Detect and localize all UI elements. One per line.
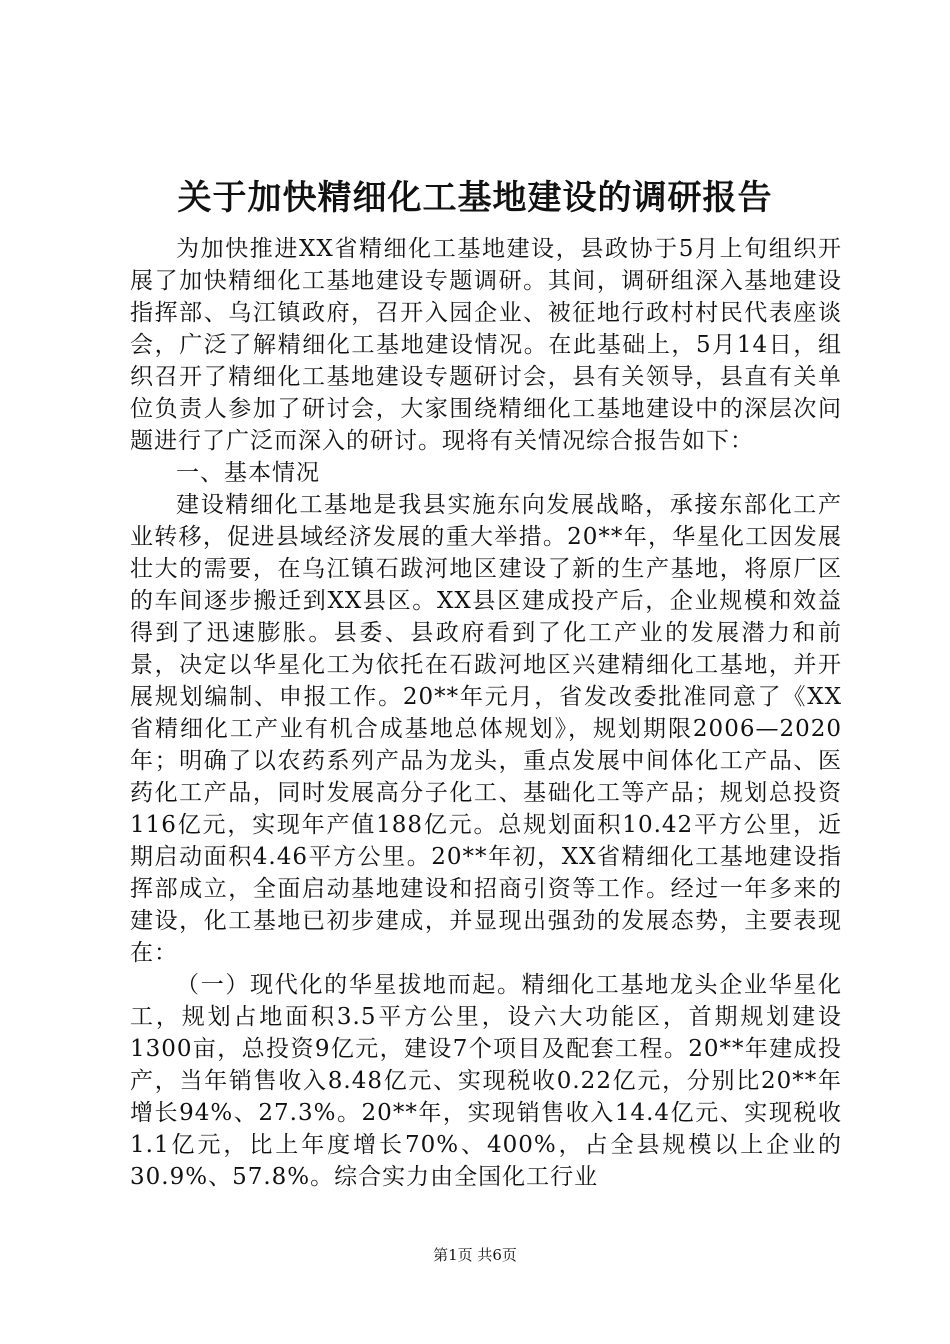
paragraph-intro: 为加快推进XX省精细化工基地建设，县政协于5月上旬组织开展了加快精细化工基地建设专题调研。其间，调研组深入基地建设指挥部、乌江镇政府，召开入园企业、被征地行政村村民代表座谈会，广泛了解精细化工基地建设情况。在此基础上，5月14日，组织召开了精细化工基地建设专题研讨会，县有关领导，县直有关单位负责人参加了研讨会，大家围绕精细化工基地建设中的深层次问题进行了广泛而深入的研讨。现将有关情况综合报告如下： — [130, 236, 842, 454]
section-heading-basic-situation: 一、基本情况 — [176, 460, 320, 486]
document-title: 关于加快精细化工基地建设的调研报告 — [177, 178, 773, 218]
paragraph-background: 建设精细化工基地是我县实施东向发展战略，承接东部化工产业转移，促进县域经济发展的重大举措。20**年，华星化工因发展壮大的需要，在乌江镇石跋河地区建设了新的生产基地，将原厂区的车间逐步搬迁到XX县区。XX县区建成投产后，企业规模和效益得到了迅速膨胀。县委、县政府看到了化工产业的发展潜力和前景，决定以华星化工为依托在石跋河地区兴建精细化工基地，并开展规划编制、申报工作。20**年元月，省发改委批准同意了《XX省精细化工产业有机合成基地总体规划》，规划期限2006—2020年；明确了以农药系列产品为龙头，重点发展中间体化工产品、医药化工产品，同时发展高分子化工、基础化工等产品；规划总投资116亿元，实现年产值188亿元。总规划面积10.42平方公里，近期启动面积4.46平方公里。20**年初，XX省精细化工基地建设指挥部成立，全面启动基地建设和招商引资等工作。经过一年多来的建设，化工基地已初步建成，并显现出强劲的发展态势，主要表现在： — [130, 492, 842, 966]
document-body — [130, 233, 842, 1193]
paragraph-huaxing: （一）现代化的华星拔地而起。精细化工基地龙头企业华星化工，规划占地面积3.5平方公里，设六大功能区，首期规划建设1300亩，总投资9亿元，建设7个项目及配套工程。20**年建成投产，当年销售收入8.48亿元、实现税收0.22亿元，分别比20**年增长94%、27.3%。20**年，实现销售收入14.4亿元、实现税收1.1亿元，比上年度增长70%、400%，占全县规模以上企业的30.9%、57.8%。综合实力由全国化工行业 — [130, 972, 842, 1190]
page-number-footer: 第1页 共6页 — [433, 1246, 517, 1264]
